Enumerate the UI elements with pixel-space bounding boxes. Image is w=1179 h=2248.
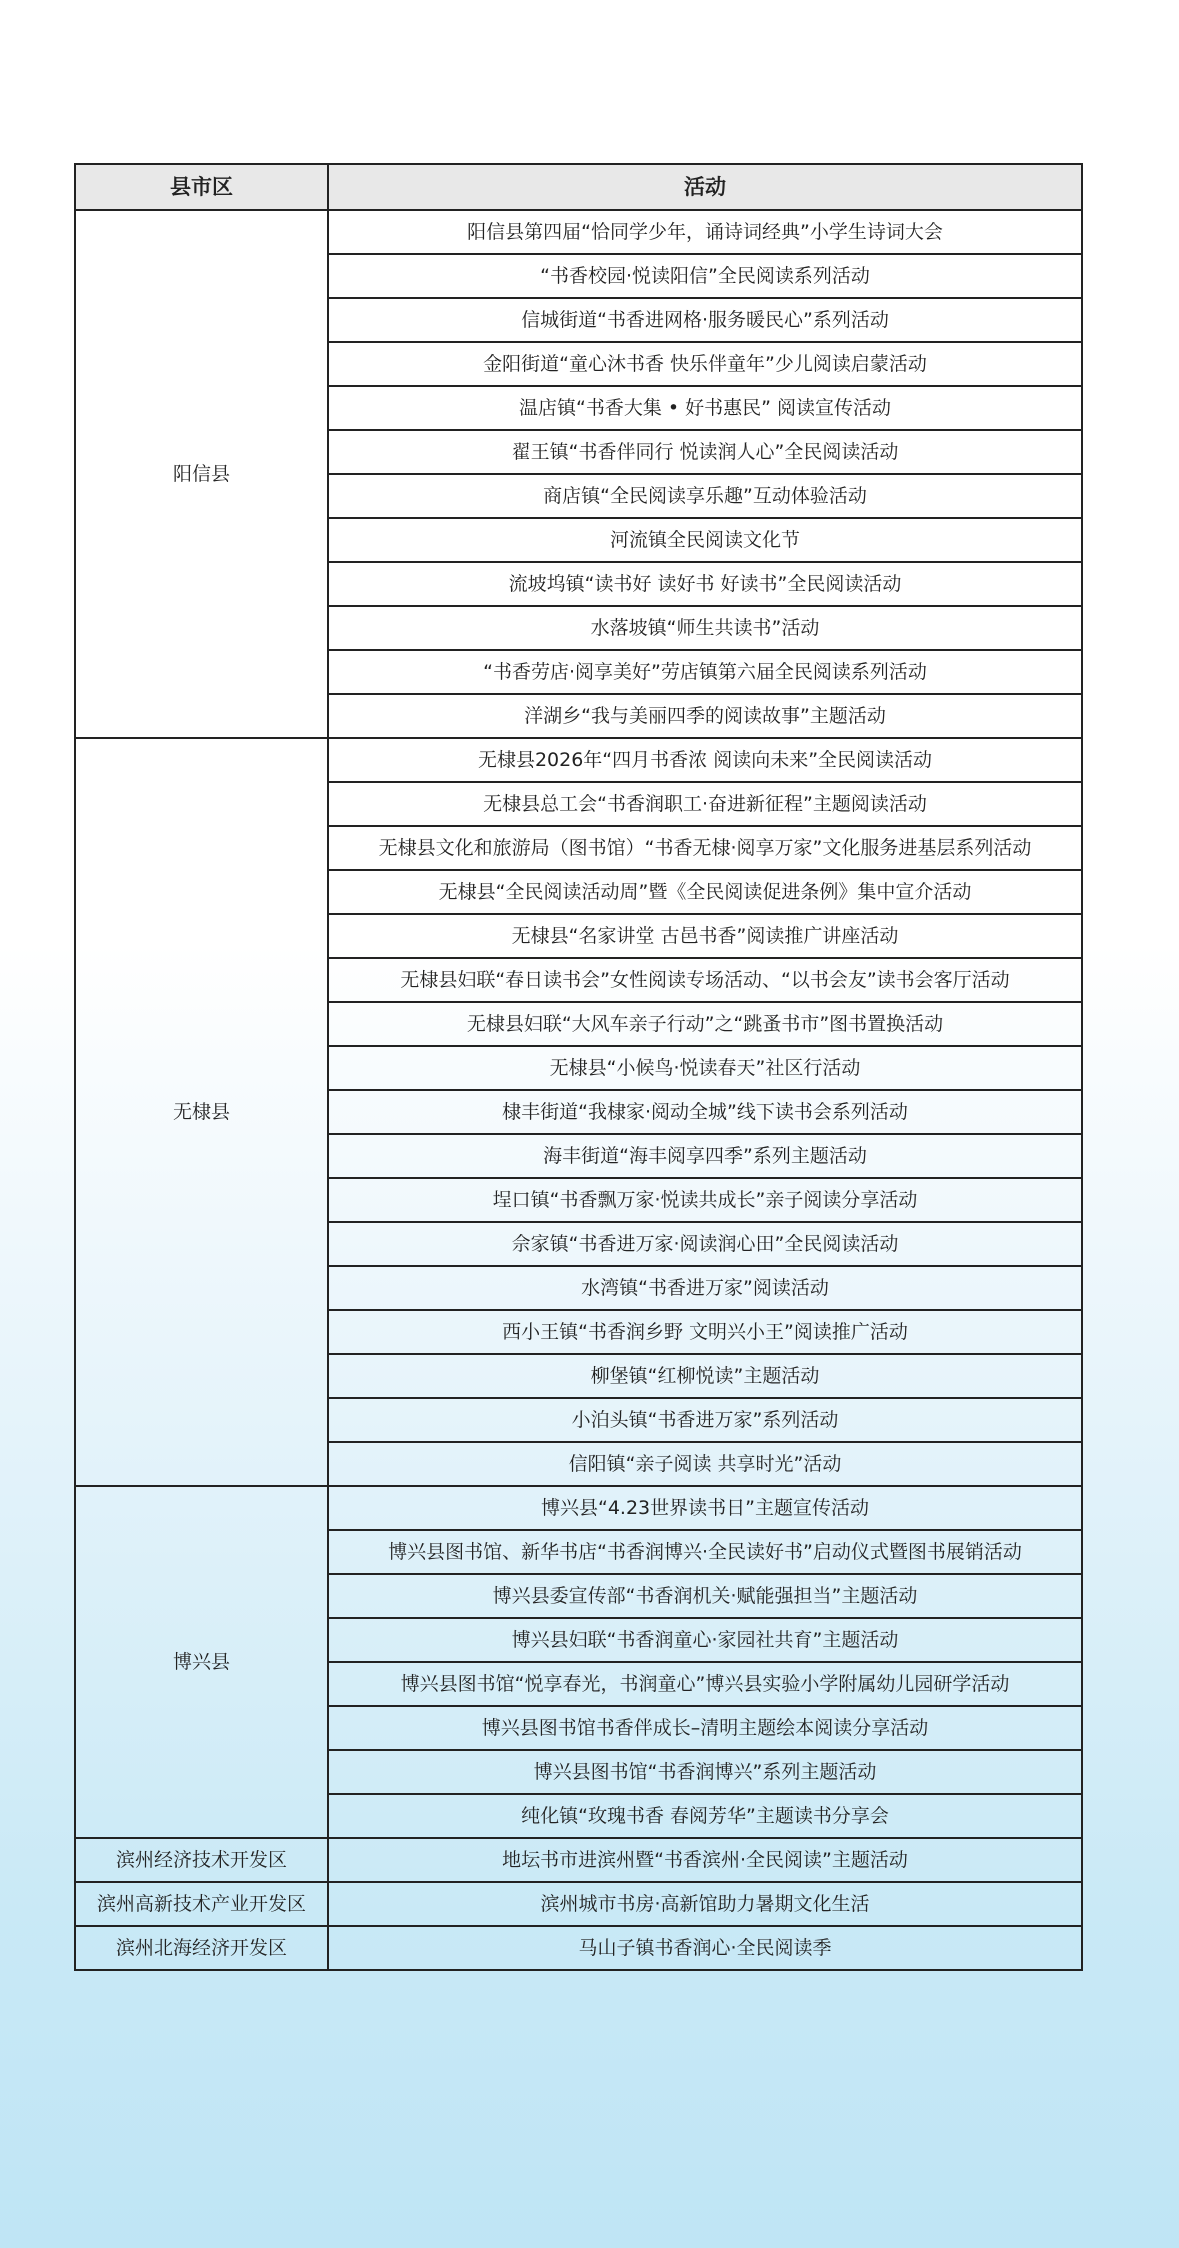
county-cell: 滨州高新技术产业开发区: [75, 1882, 328, 1926]
table-row: [75, 738, 1082, 782]
activity-cell: 博兴县图书馆、新华书店“书香润博兴·全民读好书”启动仪式暨图书展销活动: [328, 1530, 1082, 1574]
activity-cell: 纯化镇“玫瑰书香 春阅芳华”主题读书分享会: [328, 1794, 1082, 1838]
county-cell: 无棣县: [75, 738, 328, 1486]
table-row: [75, 1838, 1082, 1882]
activity-cell: 阳信县第四届“恰同学少年，诵诗词经典”小学生诗词大会: [328, 210, 1082, 254]
activity-cell: 无棣县妇联“大风车亲子行动”之“跳蚤书市”图书置换活动: [328, 1002, 1082, 1046]
table-row: [75, 210, 1082, 254]
activity-cell: 地坛书市进滨州暨“书香滨州·全民阅读”主题活动: [328, 1838, 1082, 1882]
county-cell: 滨州北海经济开发区: [75, 1926, 328, 1970]
activity-cell: 博兴县图书馆“悦享春光，书润童心”博兴县实验小学附属幼儿园研学活动: [328, 1662, 1082, 1706]
header-activity: 活动: [328, 164, 1082, 210]
activity-cell: 棣丰街道“我棣家·阅动全城”线下读书会系列活动: [328, 1090, 1082, 1134]
activity-cell: 滨州城市书房·高新馆助力暑期文化生活: [328, 1882, 1082, 1926]
activity-cell: 水湾镇“书香进万家”阅读活动: [328, 1266, 1082, 1310]
activity-cell: 海丰街道“海丰阅享四季”系列主题活动: [328, 1134, 1082, 1178]
table-row: [75, 1882, 1082, 1926]
activity-cell: 河流镇全民阅读文化节: [328, 518, 1082, 562]
activity-cell: 翟王镇“书香伴同行 悦读润人心”全民阅读活动: [328, 430, 1082, 474]
activity-cell: 无棣县2026年“四月书香浓 阅读向未来”全民阅读活动: [328, 738, 1082, 782]
activity-cell: 佘家镇“书香进万家·阅读润心田”全民阅读活动: [328, 1222, 1082, 1266]
activity-cell: 无棣县“小候鸟·悦读春天”社区行活动: [328, 1046, 1082, 1090]
header-county: 县市区: [75, 164, 328, 210]
activity-cell: 洋湖乡“我与美丽四季的阅读故事”主题活动: [328, 694, 1082, 738]
county-cell: 博兴县: [75, 1486, 328, 1838]
county-cell: 滨州经济技术开发区: [75, 1838, 328, 1882]
county-cell: 阳信县: [75, 210, 328, 738]
activity-cell: “书香校园·悦读阳信”全民阅读系列活动: [328, 254, 1082, 298]
activity-cell: 博兴县妇联“书香润童心·家园社共育”主题活动: [328, 1618, 1082, 1662]
activity-cell: 马山子镇书香润心·全民阅读季: [328, 1926, 1082, 1970]
activity-cell: 信城街道“书香进网格·服务暖民心”系列活动: [328, 298, 1082, 342]
activity-cell: 博兴县图书馆书香伴成长–清明主题绘本阅读分享活动: [328, 1706, 1082, 1750]
activity-cell: 博兴县“4.23世界读书日”主题宣传活动: [328, 1486, 1082, 1530]
table-header-row: [75, 164, 1082, 210]
activity-cell: 无棣县“全民阅读活动周”暨《全民阅读促进条例》集中宣介活动: [328, 870, 1082, 914]
activity-cell: 无棣县“名家讲堂 古邑书香”阅读推广讲座活动: [328, 914, 1082, 958]
table-body: [75, 210, 1082, 1970]
activity-cell: 水落坡镇“师生共读书”活动: [328, 606, 1082, 650]
activity-cell: 小泊头镇“书香进万家”系列活动: [328, 1398, 1082, 1442]
activity-table: [74, 163, 1083, 1971]
activity-cell: 流坡坞镇“读书好 读好书 好读书”全民阅读活动: [328, 562, 1082, 606]
table-row: [75, 1486, 1082, 1530]
activity-cell: 信阳镇“亲子阅读 共享时光”活动: [328, 1442, 1082, 1486]
table-row: [75, 1926, 1082, 1970]
activity-cell: 西小王镇“书香润乡野 文明兴小王”阅读推广活动: [328, 1310, 1082, 1354]
activity-cell: 无棣县文化和旅游局（图书馆）“书香无棣·阅享万家”文化服务进基层系列活动: [328, 826, 1082, 870]
activity-cell: 博兴县图书馆“书香润博兴”系列主题活动: [328, 1750, 1082, 1794]
activity-cell: 无棣县妇联“春日读书会”女性阅读专场活动、“以书会友”读书会客厅活动: [328, 958, 1082, 1002]
activity-cell: “书香劳店·阅享美好”劳店镇第六届全民阅读系列活动: [328, 650, 1082, 694]
activity-cell: 金阳街道“童心沐书香 快乐伴童年”少儿阅读启蒙活动: [328, 342, 1082, 386]
activity-cell: 柳堡镇“红柳悦读”主题活动: [328, 1354, 1082, 1398]
activity-cell: 埕口镇“书香飘万家·悦读共成长”亲子阅读分享活动: [328, 1178, 1082, 1222]
activity-cell: 商店镇“全民阅读享乐趣”互动体验活动: [328, 474, 1082, 518]
activity-cell: 博兴县委宣传部“书香润机关·赋能强担当”主题活动: [328, 1574, 1082, 1618]
activity-cell: 无棣县总工会“书香润职工·奋进新征程”主题阅读活动: [328, 782, 1082, 826]
activity-cell: 温店镇“书香大集 • 好书惠民” 阅读宣传活动: [328, 386, 1082, 430]
